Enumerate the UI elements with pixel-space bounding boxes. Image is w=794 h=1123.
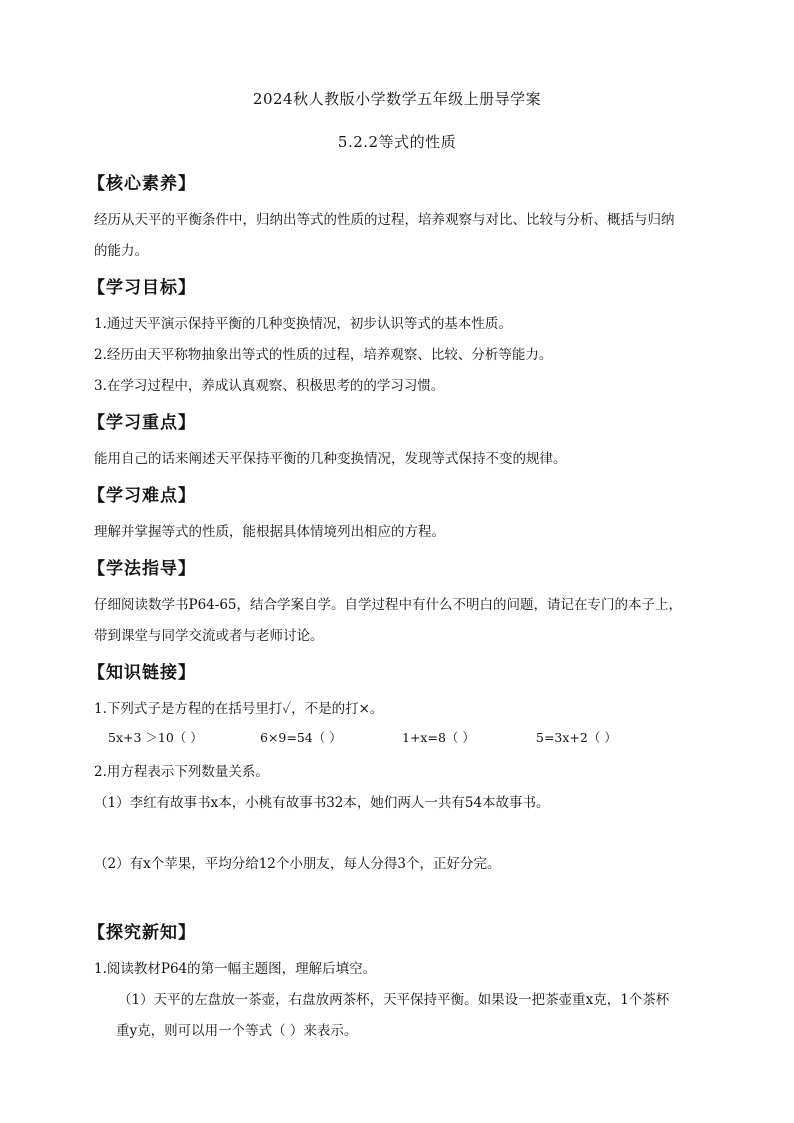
equation-item-2: 6×9=54（ ） (260, 730, 342, 745)
core-text-line2: 的能力。 (94, 243, 148, 259)
link-question-2b: （2）有x个苹果，平均分给12个小朋友，每人分得3个，正好分完。 (94, 856, 501, 872)
section-heading-core: 【核心素养】 (88, 174, 196, 194)
goal-item-2: 2.经历由天平称物抽象出等式的性质的过程，培养观察、比较、分析等能力。 (94, 347, 553, 363)
goal-item-3: 3.在学习过程中，养成认真观察、积极思考的的学习习惯。 (94, 378, 445, 394)
section-heading-explore: 【探究新知】 (88, 923, 196, 943)
link-question-1: 1.下列式子是方程的在括号里打✓，不是的打×。 (94, 701, 384, 717)
equation-item-3: 1+x=8（ ） (402, 730, 475, 745)
core-text-line1: 经历从天平的平衡条件中，归纳出等式的性质的过程，培养观察与对比、比较与分析、概括与归纳 (94, 212, 675, 228)
section-heading-difficulty: 【学习难点】 (88, 486, 196, 506)
section-heading-focus: 【学习重点】 (88, 413, 196, 433)
goal-item-1: 1.通过天平演示保持平衡的几种变换情况，初步认识等式的基本性质。 (94, 316, 512, 332)
section-heading-method: 【学法指导】 (88, 559, 196, 579)
equation-item-4: 5=3x+2（ ） (536, 730, 617, 745)
difficulty-text: 理解并掌握等式的性质，能根据具体情境列出相应的方程。 (94, 524, 445, 540)
explore-question-1a-line2: 重y克，则可以用一个等式（ ）来表示。 (116, 1023, 358, 1039)
equation-item-1: 5x+3 ＞10（ ） (108, 730, 203, 745)
method-text-line1: 仔细阅读数学书P64-65，结合学案自学。自学过程中有什么不明白的问题，请记在专门的本子上， (94, 597, 683, 613)
method-text-line2: 带到课堂与同学交流或者与老师讨论。 (94, 628, 324, 644)
explore-question-1: 1.阅读教材P64的第一幅主题图，理解后填空。 (94, 961, 377, 977)
link-question-2a: （1）李红有故事书x本，小桃有故事书32本，她们两人一共有54本故事书。 (94, 795, 550, 811)
document-subtitle: 5.2.2等式的性质 (337, 133, 457, 151)
section-heading-link: 【知识链接】 (88, 663, 196, 683)
document-title: 2024秋人教版小学数学五年级上册导学案 (252, 90, 542, 108)
link-question-2: 2.用方程表示下列数量关系。 (94, 764, 269, 780)
explore-question-1a-line1: （1）天平的左盘放一茶壶，右盘放两茶杯，天平保持平衡。如果设一把茶壶重x克，1个茶杯 (118, 992, 670, 1008)
section-heading-goals: 【学习目标】 (88, 278, 196, 298)
focus-text: 能用自己的话来阐述天平保持平衡的几种变换情况，发现等式保持不变的规律。 (94, 451, 567, 467)
